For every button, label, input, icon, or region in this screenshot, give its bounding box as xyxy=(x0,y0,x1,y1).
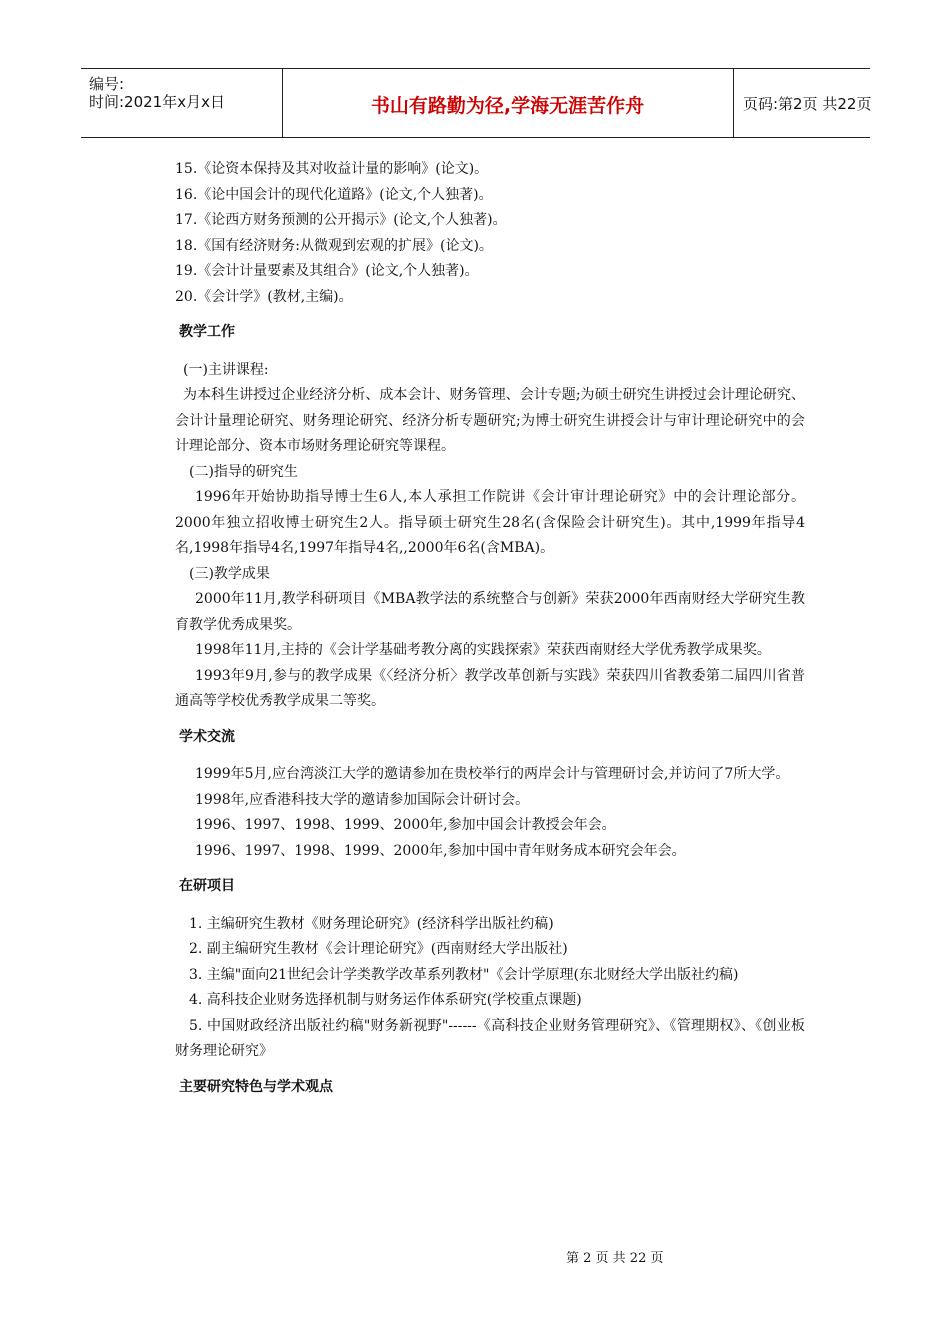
header-page-cell xyxy=(733,69,870,137)
paper-item: 16.《论中国会计的现代化道路》(论文,个人独著)。 xyxy=(175,186,493,203)
exchange-item: 1999年5月,应台湾淡江大学的邀请参加在贵校举行的两岸会计与管理研讨会,并访问了7所大学。 xyxy=(195,766,790,782)
exchange-section xyxy=(175,762,805,864)
project-item: 5. 中国财政经济出版社约稿"财务新视野"------《高科技企业财务管理研究》、《管理期权》、《创业板财务理论研究》 xyxy=(175,1017,805,1059)
students-text: 1996年开始协助指导博士生6人,本人承担工作院讲《会计审计理论研究》中的会计理论部分。2000年独立招收博士研究生2人。指导硕士研究生28名(含保险会计研究生)。其中,1999年指导4名,1998年指导4名,1997年指导4名,,2000年6名(含MBA)。 xyxy=(175,489,805,556)
subsection-students: (二)指导的研究生 xyxy=(189,463,298,480)
exchange-item: 1998年,应香港科技大学的邀请参加国际会计研讨会。 xyxy=(195,791,530,808)
paper-item: 15.《论资本保持及其对收益计量的影响》(论文)。 xyxy=(175,161,489,177)
achievement-item: 2000年11月,教学科研项目《MBA教学法的系统整合与创新》荣获2000年西南财经大学研究生教育教学优秀成果奖。 xyxy=(175,591,805,633)
achievement-item: 1998年11月,主持的《会计学基础考教分离的实践探索》荣获西南财经大学优秀教学成果奖。 xyxy=(195,642,771,658)
project-item: 3. 主编"面向21世纪会计学类教学改革系列教材"《会计学原理(东北财经大学出版社约稿) xyxy=(189,966,739,983)
subsection-achievements: (三)教学成果 xyxy=(189,565,270,582)
footer-page-number: 第 2 页 共 22 页 xyxy=(566,1251,664,1266)
header-meta-cell xyxy=(81,69,283,137)
paper-item: 17.《论西方财务预测的公开揭示》(论文,个人独著)。 xyxy=(175,212,507,228)
page-header xyxy=(81,68,870,138)
teaching-section xyxy=(175,358,805,715)
paper-item: 20.《会计学》(教材,主编)。 xyxy=(175,288,353,305)
section-title-projects: 在研项目 xyxy=(179,878,235,894)
paper-item: 18.《国有经济财务:从微观到宏观的扩展》(论文)。 xyxy=(175,237,493,254)
paper-list xyxy=(175,157,805,310)
exchange-item: 1996、1997、1998、1999、2000年,参加中国会计教授会年会。 xyxy=(195,817,616,833)
header-motto-cell xyxy=(282,69,734,137)
section-title-features: 主要研究特色与学术观点 xyxy=(179,1078,333,1095)
page-info: 页码:第2页 共22页 xyxy=(743,95,872,113)
projects-section xyxy=(175,912,805,1065)
time-label: 时间:2021年x月x日 xyxy=(89,93,225,111)
project-item: 2. 副主编研究生教材《会计理论研究》(西南财经大学出版社) xyxy=(189,941,568,957)
project-item: 4. 高科技企业财务选择机制与财务运作体系研究(学校重点课题) xyxy=(189,992,582,1008)
courses-text: 为本科生讲授过企业经济分析、成本会计、财务管理、会计专题;为硕士研究生讲授过会计理论研究、会计计量理论研究、财务理论研究、经济分析专题研究;为博士研究生讲授会计与审计理论研究中的会计理论部分、资本市场财务理论研究等课程。 xyxy=(175,387,805,454)
motto-text: 书山有路勤为径,学海无涯苦作舟 xyxy=(370,95,645,117)
number-label: 编号: xyxy=(89,75,125,93)
paper-item: 19.《会计计量要素及其组合》(论文,个人独著)。 xyxy=(175,263,479,279)
section-title-teaching: 教学工作 xyxy=(179,324,235,340)
document-body xyxy=(175,157,805,1112)
project-item: 1. 主编研究生教材《财务理论研究》(经济科学出版社约稿) xyxy=(189,915,554,932)
section-title-exchange: 学术交流 xyxy=(179,728,235,745)
achievement-item: 1993年9月,参与的教学成果《〈经济分析〉教学改革创新与实践》荣获四川省教委第二届四川省普通高等学校优秀教学成果二等奖。 xyxy=(175,667,805,709)
subsection-courses: (一)主讲课程: xyxy=(183,361,269,378)
exchange-item: 1996、1997、1998、1999、2000年,参加中国中青年财务成本研究会年会。 xyxy=(195,842,686,859)
